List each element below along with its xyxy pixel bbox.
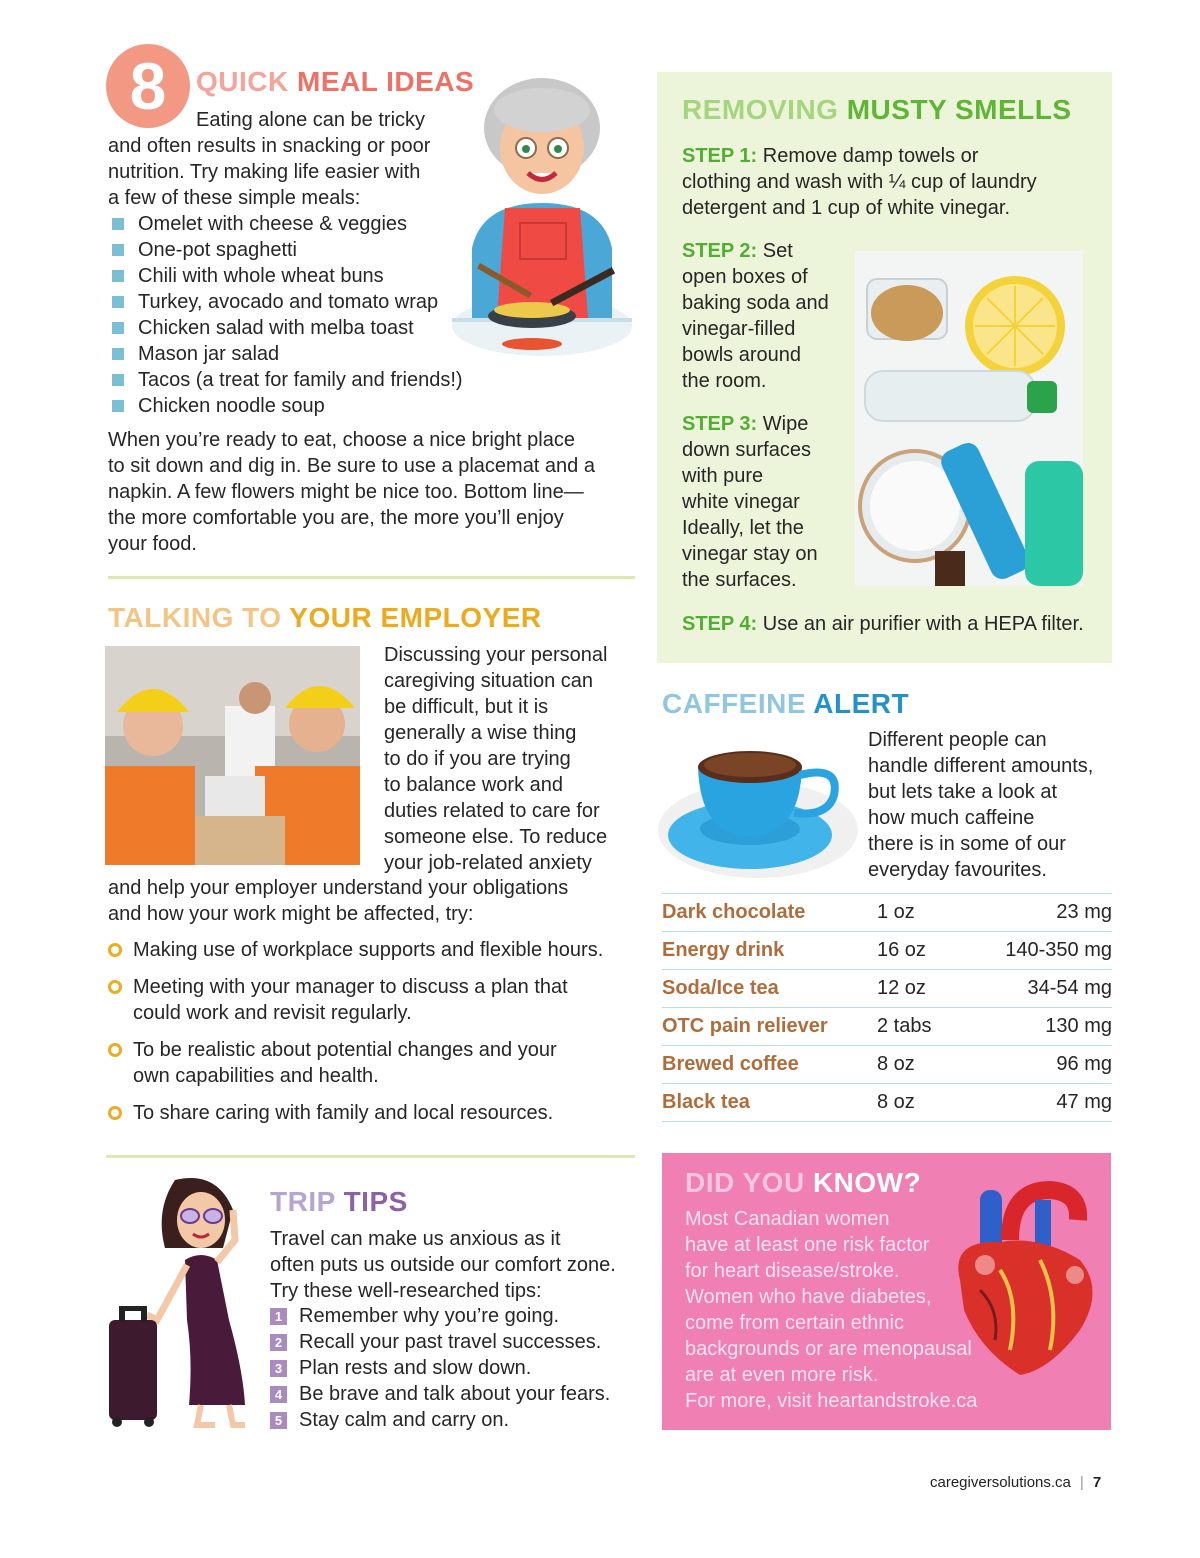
employer-list xyxy=(108,937,638,1137)
list-item: To be realistic about potential changes and your own capabilities and health. xyxy=(108,1037,638,1089)
trip-intro: Travel can make us anxious as it often puts us outside our comfort zone. Try these well-researched tips: xyxy=(270,1228,616,1302)
heart-anatomy-illustration xyxy=(940,1180,1110,1380)
cleaning-supplies-photo xyxy=(855,251,1083,586)
site-link[interactable]: caregiversolutions.ca xyxy=(930,1474,1071,1491)
meal-outro: When you’re ready to eat, choose a nice bright place to sit down and dig in. Be sure to use a placemat and a napkin. A few flowers might be nice too. Bottom line— the more comfortable you are, the more you’ll enjoy your food. xyxy=(108,429,595,555)
step-1: STEP 1: Remove damp towels or clothing and wash with ¼ cup of laundry detergent and 1 cup of white vinegar. xyxy=(682,145,1037,219)
workers-photo xyxy=(105,646,360,865)
table-row: Brewed coffee 8 oz 96 mg xyxy=(662,1046,1112,1084)
table-row: OTC pain reliever 2 tabs 130 mg xyxy=(662,1008,1112,1046)
did-you-know-text: Most Canadian women have at least one risk factor for heart disease/stroke. Women who have diabetes, come from certain ethnic backgrounds or are menopausal are at even more risk. For more, visit heartandstroke.ca xyxy=(685,1206,1005,1414)
table-row: Dark chocolate 1 oz 23 mg xyxy=(662,894,1112,932)
caffeine-table xyxy=(662,893,1112,1122)
list-item: To share caring with family and local resources. xyxy=(108,1100,638,1126)
list-item: 4 Be brave and talk about your fears. xyxy=(270,1381,650,1407)
section-divider xyxy=(106,1155,635,1158)
bullet-ring-icon xyxy=(108,943,122,957)
coffee-cup-illustration xyxy=(650,725,865,885)
list-item: Chicken salad with melba toast xyxy=(108,315,528,341)
trip-list xyxy=(270,1303,650,1433)
step-4: STEP 4: Use an air purifier with a HEPA filter. xyxy=(682,613,1084,635)
list-item: 1 Remember why you’re going. xyxy=(270,1303,650,1329)
meal-title: QUICK MEAL IDEAS xyxy=(196,66,475,97)
list-item: Mason jar salad xyxy=(108,341,528,367)
meal-number-badge: 8 xyxy=(106,44,190,128)
table-row: Soda/Ice tea 12 oz 34-54 mg xyxy=(662,970,1112,1008)
musty-title: REMOVING MUSTY SMELLS xyxy=(682,94,1072,125)
employer-text-side: Discussing your personal caregiving situation can be difficult, but it is generally a wise thing to do if you are trying to balance work and duties related to care for someone else. To reduce your job-related anxiety xyxy=(384,644,608,874)
list-item: Meeting with your manager to discuss a plan that could work and revisit regularly. xyxy=(108,974,638,1026)
cooking-grandma-illustration xyxy=(450,68,635,360)
employer-text-full: and help your employer understand your obligations and how your work might be affected, try: xyxy=(108,877,569,925)
list-item: 2 Recall your past travel successes. xyxy=(270,1329,650,1355)
page-footer: caregiversolutions.ca | 7 xyxy=(930,1474,1102,1491)
section-divider xyxy=(108,576,635,579)
list-item: Turkey, avocado and tomato wrap xyxy=(108,289,528,315)
list-item: 3 Plan rests and slow down. xyxy=(270,1355,650,1381)
step-2: STEP 2: Set open boxes of baking soda and vinegar-filled bowls around the room. xyxy=(682,240,829,392)
page-number: 7 xyxy=(1092,1474,1102,1491)
caffeine-intro: Different people can handle different amounts, but lets take a look at how much caffeine there is in some of our everyday favourites. xyxy=(868,729,1094,881)
bullet-ring-icon xyxy=(108,1043,122,1057)
did-you-know-title: DID YOU KNOW? xyxy=(685,1167,922,1198)
bullet-ring-icon xyxy=(108,980,122,994)
table-row: Energy drink 16 oz 140-350 mg xyxy=(662,932,1112,970)
list-item: Chicken noodle soup xyxy=(108,393,528,419)
bullet-ring-icon xyxy=(108,1106,122,1120)
employer-title: TALKING TO YOUR EMPLOYER xyxy=(108,602,542,633)
list-item: Chili with whole wheat buns xyxy=(108,263,528,289)
caffeine-title: CAFFEINE ALERT xyxy=(662,688,910,719)
trip-title: TRIP TIPS xyxy=(270,1186,408,1217)
list-item: Omelet with cheese & veggies xyxy=(108,211,528,237)
list-item: 5 Stay calm and carry on. xyxy=(270,1407,650,1433)
list-item: One-pot spaghetti xyxy=(108,237,528,263)
table-row: Black tea 8 oz 47 mg xyxy=(662,1084,1112,1122)
list-item: Tacos (a treat for family and friends!) xyxy=(108,367,528,393)
traveler-woman-illustration xyxy=(105,1170,255,1432)
step-3: STEP 3: Wipe down surfaces with pure white vinegar Ideally, let the vinegar stay on the surfaces. xyxy=(682,413,818,591)
meal-intro: Eating alone can be tricky and often results in snacking or poor nutrition. Try making life easier with a few of these simple meals: xyxy=(108,109,431,209)
heartandstroke-link: For more, visit heartandstroke.ca xyxy=(685,1390,978,1412)
list-item: Making use of workplace supports and flexible hours. xyxy=(108,937,638,963)
